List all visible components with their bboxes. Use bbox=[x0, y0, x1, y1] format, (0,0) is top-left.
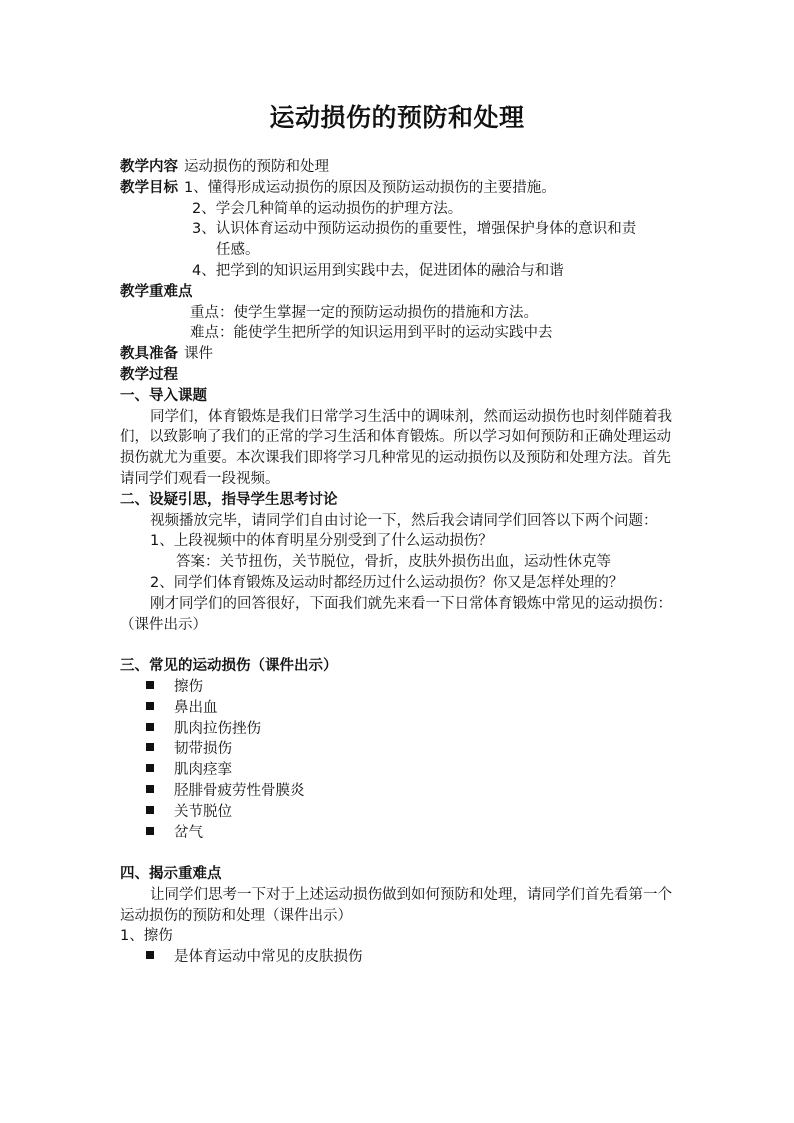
section-4-heading: 四、揭示重难点 bbox=[120, 866, 222, 883]
section-2-question-2: 2、同学们体育锻炼及运动时都经历过什么运动损伤？你又是怎样处理的？ bbox=[150, 574, 624, 591]
section-2-question-1: 1、上段视频中的体育明星分别受到了什么运动损伤？ bbox=[150, 533, 493, 550]
square-bullet-icon bbox=[146, 743, 154, 751]
list-item-label: 肌肉拉伤挫伤 bbox=[174, 720, 261, 737]
square-bullet-icon bbox=[146, 702, 154, 710]
square-bullet-icon bbox=[146, 764, 154, 772]
teaching-goal-3: 3、认识体育运动中预防运动损伤的重要性，增强保护身体的意识和责 bbox=[192, 221, 637, 238]
section-2-closing: 刚才同学们的回答很好，下面我们就先来看一下日常体育锻炼中常见的运动损伤：（课件出示） bbox=[120, 595, 672, 633]
spacer bbox=[120, 635, 680, 656]
teaching-content-label: 教学内容 bbox=[120, 159, 178, 175]
spacer bbox=[120, 843, 680, 864]
section-4-item-1-label: 1、擦伤 bbox=[120, 928, 173, 945]
list-item bbox=[120, 677, 680, 698]
teaching-goal-2: 2、学会几种简单的运动损伤的护理方法。 bbox=[192, 200, 463, 217]
list-item-label: 肌肉痉挛 bbox=[174, 762, 232, 779]
injury-list bbox=[120, 677, 680, 843]
materials-row bbox=[120, 344, 680, 365]
materials-value: 课件 bbox=[184, 346, 213, 363]
teaching-content-row bbox=[120, 157, 680, 178]
list-item bbox=[120, 698, 680, 719]
section-2-heading: 二、设疑引思，指导学生思考讨论 bbox=[120, 491, 338, 508]
teaching-content-value: 运动损伤的预防和处理 bbox=[184, 159, 329, 175]
list-item-label: 关节脱位 bbox=[174, 803, 232, 820]
list-item bbox=[120, 802, 680, 823]
materials-label: 教具准备 bbox=[120, 346, 178, 363]
list-item bbox=[120, 947, 680, 968]
list-item-label: 鼻出血 bbox=[174, 699, 218, 716]
list-item bbox=[120, 719, 680, 740]
teaching-goals-label: 教学目标 bbox=[120, 179, 178, 196]
page-title: 运动损伤的预防和处理 bbox=[269, 103, 525, 132]
list-item bbox=[120, 739, 680, 760]
teaching-goal-1: 1、懂得形成运动损伤的原因及预防运动损伤的主要措施。 bbox=[184, 179, 556, 196]
square-bullet-icon bbox=[146, 827, 154, 835]
square-bullet-icon bbox=[146, 723, 154, 731]
key-point-difficulty: 难点：能使学生把所学的知识运用到平时的运动实践中去 bbox=[190, 325, 553, 342]
teaching-goals-row bbox=[120, 178, 680, 199]
teaching-goal-3-cont: 任感。 bbox=[216, 242, 260, 259]
section-2-intro: 视频播放完毕，请同学们自由讨论一下，然后我会请同学们回答以下两个问题： bbox=[150, 512, 658, 529]
section-4-subheading: 运动损伤的预防和处理（课件出示） bbox=[120, 907, 352, 924]
square-bullet-icon bbox=[146, 806, 154, 814]
list-item bbox=[120, 823, 680, 844]
section-1-heading: 一、导入课题 bbox=[120, 387, 207, 404]
lesson-plan-body bbox=[120, 157, 680, 968]
list-item-label: 岔气 bbox=[174, 824, 203, 841]
key-point-focus: 重点：使学生掌握一定的预防运动损伤的措施和方法。 bbox=[190, 304, 538, 321]
teaching-goal-4: 4、把学到的知识运用到实践中去，促进团体的融洽与和谐 bbox=[192, 262, 564, 279]
square-bullet-icon bbox=[146, 681, 154, 689]
list-item-label: 胫腓骨疲劳性骨膜炎 bbox=[174, 782, 305, 799]
section-3-heading: 三、常见的运动损伤（课件出示） bbox=[120, 658, 338, 675]
section-4-paragraph: 让同学们思考一下对于上述运动损伤做到如何预防和处理，请同学们首先看第一个 bbox=[150, 886, 672, 903]
section-2-answer-1: 答案：关节扭伤，关节脱位，骨折，皮肤外损伤出血，运动性休克等 bbox=[176, 554, 611, 571]
square-bullet-icon bbox=[146, 951, 154, 959]
key-points-label: 教学重难点 bbox=[120, 283, 193, 300]
list-item bbox=[120, 760, 680, 781]
square-bullet-icon bbox=[146, 785, 154, 793]
list-item-label: 韧带损伤 bbox=[174, 741, 232, 758]
list-item-label: 擦伤 bbox=[174, 678, 203, 695]
list-item-label: 是体育运动中常见的皮肤损伤 bbox=[174, 949, 363, 966]
process-label: 教学过程 bbox=[120, 366, 178, 383]
list-item bbox=[120, 781, 680, 802]
section-1-paragraph: 同学们，体育锻炼是我们日常学习生活中的调味剂，然而运动损伤也时刻伴随着我们，以致影响了我们的正常的学习生活和体育锻炼。所以学习如何预防和正确处理运动损伤就尤为重要。本次课我们即将学习几种常见的运动损伤以及预防和处理方法。首先请同学们观看一段视频。 bbox=[120, 408, 672, 487]
